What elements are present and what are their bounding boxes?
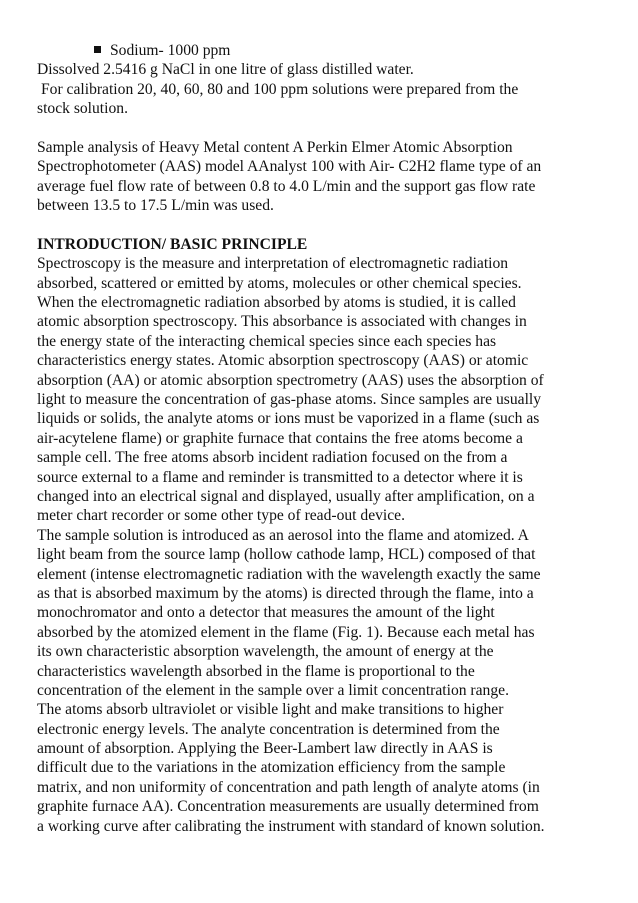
text-line: concentration of the element in the sample over a limit concentration range. bbox=[37, 681, 509, 699]
text-line: absorbed, scattered or emitted by atoms, molecules or other chemical species. bbox=[37, 274, 522, 292]
text-line: The atoms absorb ultraviolet or visible light and make transitions to higher bbox=[37, 701, 504, 719]
section-heading: INTRODUCTION/ BASIC PRINCIPLE bbox=[37, 235, 308, 253]
paragraph-sample-analysis bbox=[37, 138, 603, 216]
text-line: element (intense electromagnetic radiation with the wavelength exactly the same bbox=[37, 565, 541, 583]
text-line: For calibration 20, 40, 60, 80 and 100 ppm solutions were prepared from the bbox=[41, 80, 519, 98]
bullet-list-item bbox=[37, 41, 603, 60]
text-line: source external to a flame and reminder is transmitted to a detector where it is bbox=[37, 468, 523, 486]
text-line: Sample analysis of Heavy Metal content A Perkin Elmer Atomic Absorption bbox=[37, 138, 513, 156]
text-line: Dissolved 2.5416 g NaCl in one litre of glass distilled water. bbox=[37, 61, 414, 79]
text-line: electronic energy levels. The analyte concentration is determined from the bbox=[37, 720, 500, 738]
text-line: light to measure the concentration of gas-phase atoms. Since samples are usually bbox=[37, 391, 542, 409]
paragraph-gap bbox=[37, 119, 603, 138]
text-line: Spectrophotometer (AAS) model AAnalyst 100 with Air- C2H2 flame type of an bbox=[37, 158, 542, 176]
text-line: changed into an electrical signal and displayed, usually after amplification, on a bbox=[37, 487, 535, 505]
text-line: atomic absorption spectroscopy. This absorbance is associated with changes in bbox=[37, 313, 527, 331]
text-line: Spectroscopy is the measure and interpretation of electromagnetic radiation bbox=[37, 255, 509, 273]
text-line: light beam from the source lamp (hollow cathode lamp, HCL) composed of that bbox=[37, 546, 536, 564]
paragraph-gap bbox=[37, 216, 603, 235]
document-page bbox=[37, 41, 603, 836]
paragraph-nacl-prep bbox=[37, 60, 603, 118]
text-line: as that is absorbed maximum by the atoms) is directed through the flame, into a bbox=[37, 584, 534, 602]
text-line: characteristics wavelength absorbed in the flame is proportional to the bbox=[37, 662, 475, 680]
paragraph-spectroscopy bbox=[37, 254, 603, 525]
text-line: a working curve after calibrating the instrument with standard of known solution. bbox=[37, 817, 545, 835]
text-line: matrix, and non uniformity of concentration and path length of analyte atoms (in bbox=[37, 778, 540, 796]
text-line: liquids or solids, the analyte atoms or ions must be vaporized in a flame (such as bbox=[37, 410, 540, 428]
text-line: between 13.5 to 17.5 L/min was used. bbox=[37, 197, 274, 215]
text-line: graphite furnace AA). Concentration measurements are usually determined from bbox=[37, 798, 539, 816]
text-line: characteristics energy states. Atomic absorption spectroscopy (AAS) or atomic bbox=[37, 352, 529, 370]
text-line: air-acytelene flame) or graphite furnace that contains the free atoms become a bbox=[37, 429, 523, 447]
text-line: average fuel flow rate of between 0.8 to 4.0 L/min and the support gas flow rate bbox=[37, 177, 536, 195]
text-line: meter chart recorder or some other type of read-out device. bbox=[37, 507, 406, 525]
square-bullet-icon bbox=[94, 46, 101, 53]
text-line: its own characteristic absorption wavelength, the amount of energy at the bbox=[37, 643, 494, 661]
bullet-item-text: Sodium- 1000 ppm bbox=[110, 42, 231, 59]
text-line: stock solution. bbox=[37, 100, 128, 118]
text-line: sample cell. The free atoms absorb incident radiation focused on the from a bbox=[37, 449, 508, 467]
paragraph-sample-solution bbox=[37, 526, 603, 701]
text-line: monochromator and onto a detector that measures the amount of the light bbox=[37, 604, 495, 622]
text-line: the energy state of the interacting chemical species since each species has bbox=[37, 332, 497, 350]
text-line: absorption (AA) or atomic absorption spectrometry (AAS) uses the absorption of bbox=[37, 371, 544, 389]
text-line: When the electromagnetic radiation absorbed by atoms is studied, it is called bbox=[37, 294, 516, 312]
text-line: absorbed by the atomized element in the flame (Fig. 1). Because each metal has bbox=[37, 623, 535, 641]
text-line: The sample solution is introduced as an aerosol into the flame and atomized. A bbox=[37, 526, 529, 544]
text-line: amount of absorption. Applying the Beer-Lambert law directly in AAS is bbox=[37, 740, 493, 758]
paragraph-atoms-absorb bbox=[37, 700, 603, 836]
text-line: difficult due to the variations in the atomization efficiency from the sample bbox=[37, 759, 506, 777]
